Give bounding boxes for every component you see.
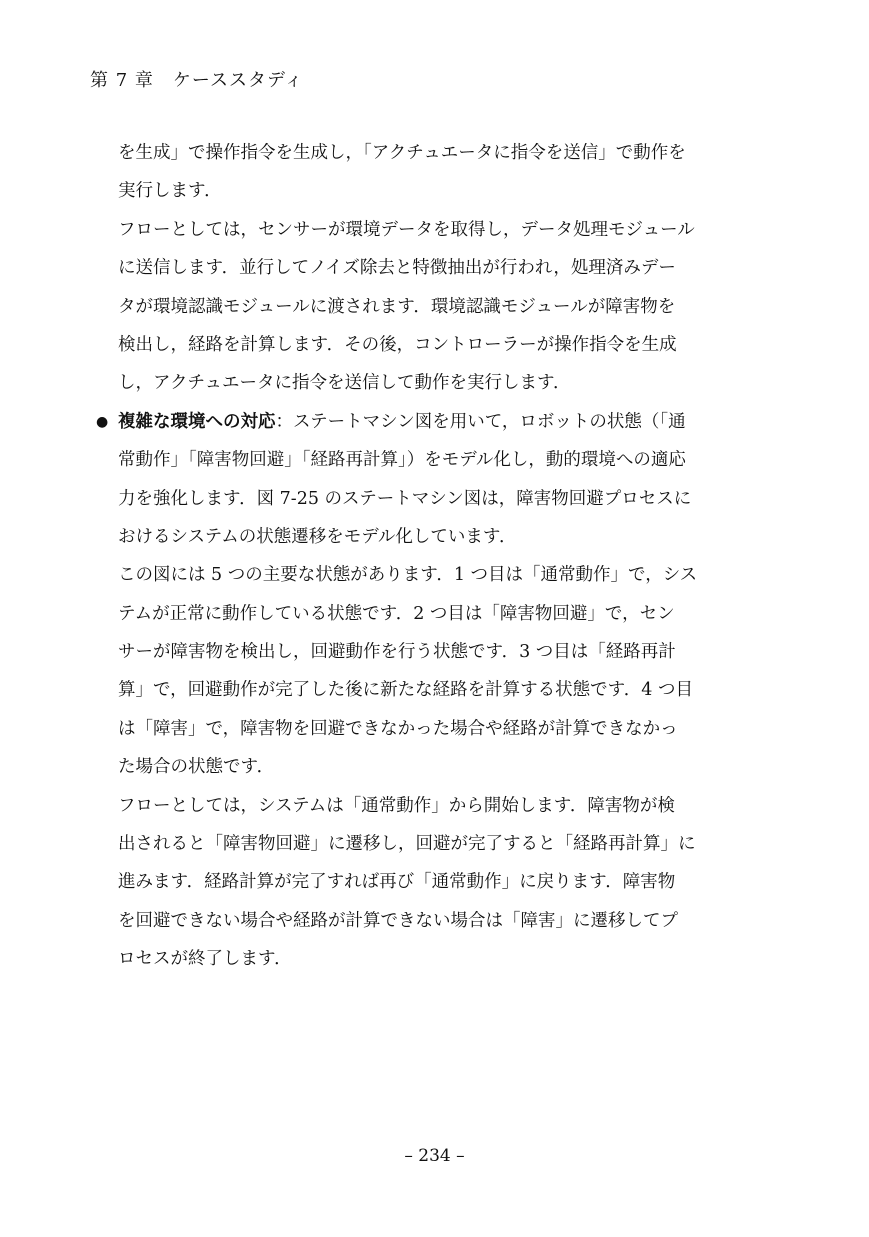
- bullet-icon: ●: [96, 413, 109, 430]
- text-line: は「障害」で，障害物を回避できなかった場合や経路が計算できなかっ: [118, 718, 678, 739]
- text-line: 出されると「障害物回避」に遷移し，回避が完了すると「経路再計算」に: [118, 834, 696, 855]
- text-line: タが環境認識モジュールに渡されます．環境認識モジュールが障害物を: [118, 296, 676, 317]
- bullet-text: ：ステートマシン図を用いて，ロボットの状態（「通: [275, 411, 686, 432]
- bullet-first-line: [96, 403, 744, 441]
- text-line: 進みます．経路計算が完了すれば再び「通常動作」に戻ります．障害物: [118, 872, 676, 893]
- text-line: テムが正常に動作している状態です．2 つ目は「障害物回避」で，セン: [118, 603, 675, 624]
- text-line: 常動作」「障害物回避」「経路再計算」）をモデル化し，動的環境への適応: [118, 450, 686, 471]
- text-line: フローとしては，センサーが環境データを取得し，データ処理モジュール: [118, 219, 695, 240]
- text-line: サーが障害物を検出し，回避動作を行う状態です．3 つ目は「経路再計: [118, 642, 676, 663]
- text-line: 検出し，経路を計算します．その後，コントローラーが操作指令を生成: [118, 334, 677, 355]
- paragraph-1: [118, 134, 744, 211]
- page-number: – 234 –: [404, 1146, 465, 1166]
- text-line: フローとしては，システムは「通常動作」から開始します．障害物が検: [118, 795, 675, 816]
- text-line: 算」で，回避動作が完了した後に新たな経路を計算する状態です．4 つ目: [118, 680, 693, 701]
- text-line: ロセスが終了します．: [118, 949, 292, 970]
- paragraph-4: [118, 787, 744, 979]
- text-line: を回避できない場合や経路が計算できない場合は「障害」に遷移してプ: [118, 910, 678, 931]
- paragraph-3: [118, 556, 744, 786]
- bullet-item: [96, 403, 744, 557]
- text-line: おけるシステムの状態遷移をモデル化しています．: [118, 526, 517, 547]
- body-text: [96, 134, 744, 979]
- chapter-header: 第 7 章 ケーススタディ: [90, 70, 304, 91]
- text-line: を生成」で操作指令を生成し，「アクチュエータに指令を送信」で動作を: [118, 143, 686, 163]
- text-line: し，アクチュエータに指令を送信して動作を実行します．: [118, 373, 571, 394]
- text-line: に送信します．並行してノイズ除去と特徴抽出が行われ，処理済みデー: [118, 258, 676, 279]
- bullet-label: 複雑な環境への対応: [118, 411, 276, 432]
- text-line: この図には 5 つの主要な状態があります．1 つ目は「通常動作」で，シス: [118, 565, 698, 586]
- text-line: 実行します．: [118, 181, 222, 202]
- text-line: 力を強化します．図 7-25 のステートマシン図は，障害物回避プロセスに: [118, 488, 692, 509]
- paragraph-2: [118, 211, 744, 403]
- text-line: た場合の状態です．: [118, 757, 275, 778]
